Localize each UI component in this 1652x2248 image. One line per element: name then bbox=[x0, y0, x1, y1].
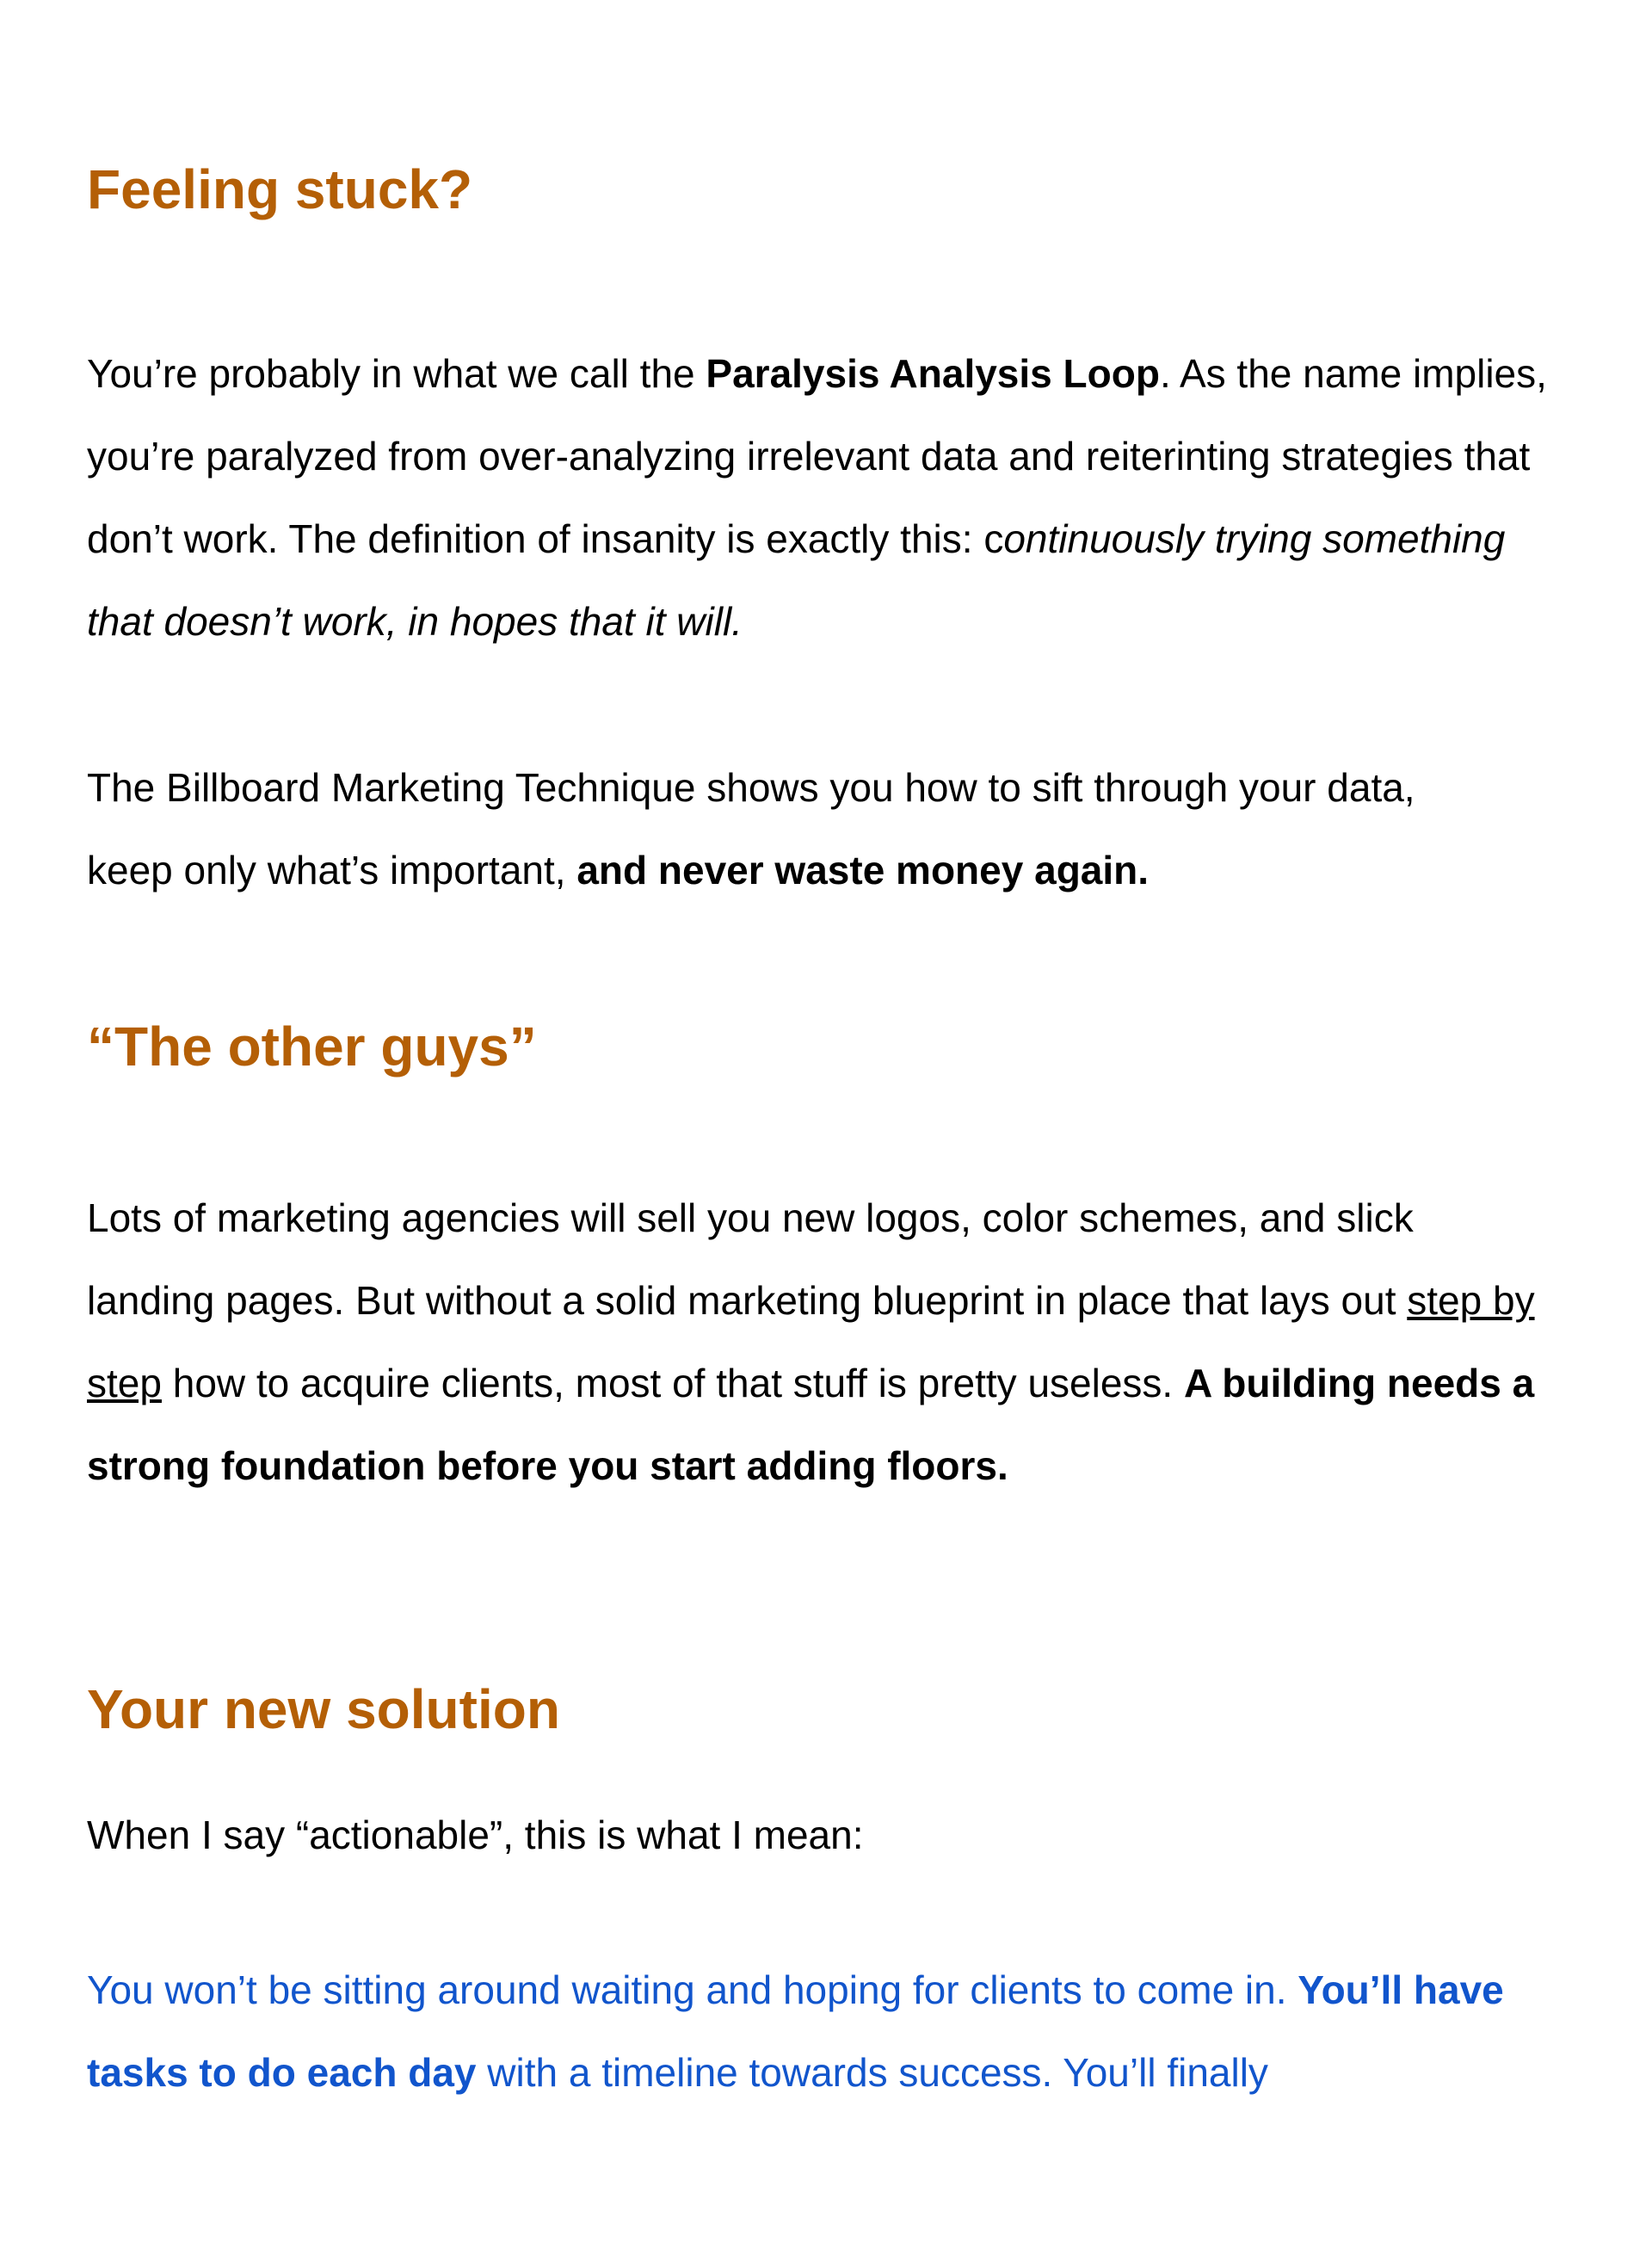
paragraph-paralysis-loop bbox=[87, 332, 1550, 663]
bold-text: A building needs a strong foundation before you start adding floors. bbox=[87, 1361, 1535, 1488]
underlined-text: step by step bbox=[87, 1278, 1535, 1405]
heading-other-guys: “The other guys” bbox=[87, 1016, 537, 1078]
text: You won’t be sitting around waiting and hoping for clients to come in. bbox=[87, 1967, 1298, 2012]
paragraph-actionable-blue bbox=[87, 1948, 1550, 2114]
text: . As the name implies, you’re paralyzed from over-analyzing irrelevant data and reiterinting strategies that don’t work. The definition of insanity is exactly this: c bbox=[87, 351, 1547, 561]
bold-term: Paralysis Analysis Loop bbox=[706, 351, 1160, 396]
heading-feeling-stuck: Feeling stuck? bbox=[87, 158, 473, 220]
heading-new-solution: Your new solution bbox=[87, 1678, 560, 1740]
text: Lots of marketing agencies will sell you new logos, color schemes, and slick landing pages. But without a solid marketing blueprint in place that lays out bbox=[87, 1195, 1414, 1323]
text: The Billboard Marketing Technique shows you how to sift through your data, keep only what’s important, bbox=[87, 765, 1415, 892]
paragraph-actionable-intro: When I say “actionable”, this is what I mean: bbox=[87, 1813, 864, 1857]
italic-quote: ontinuously trying something that doesn’t work, in hopes that it will. bbox=[87, 516, 1506, 644]
text: how to acquire clients, most of that stuff is pretty useless. bbox=[161, 1361, 1184, 1405]
text: You’re probably in what we call the bbox=[87, 351, 706, 396]
bold-text: and never waste money again. bbox=[576, 848, 1150, 892]
bold-text: You’ll have tasks to do each day bbox=[87, 1967, 1504, 2095]
paragraph-other-guys bbox=[87, 1176, 1550, 1507]
text: with a timeline towards success. You’ll finally bbox=[476, 2050, 1268, 2095]
paragraph-billboard-technique bbox=[87, 746, 1481, 911]
